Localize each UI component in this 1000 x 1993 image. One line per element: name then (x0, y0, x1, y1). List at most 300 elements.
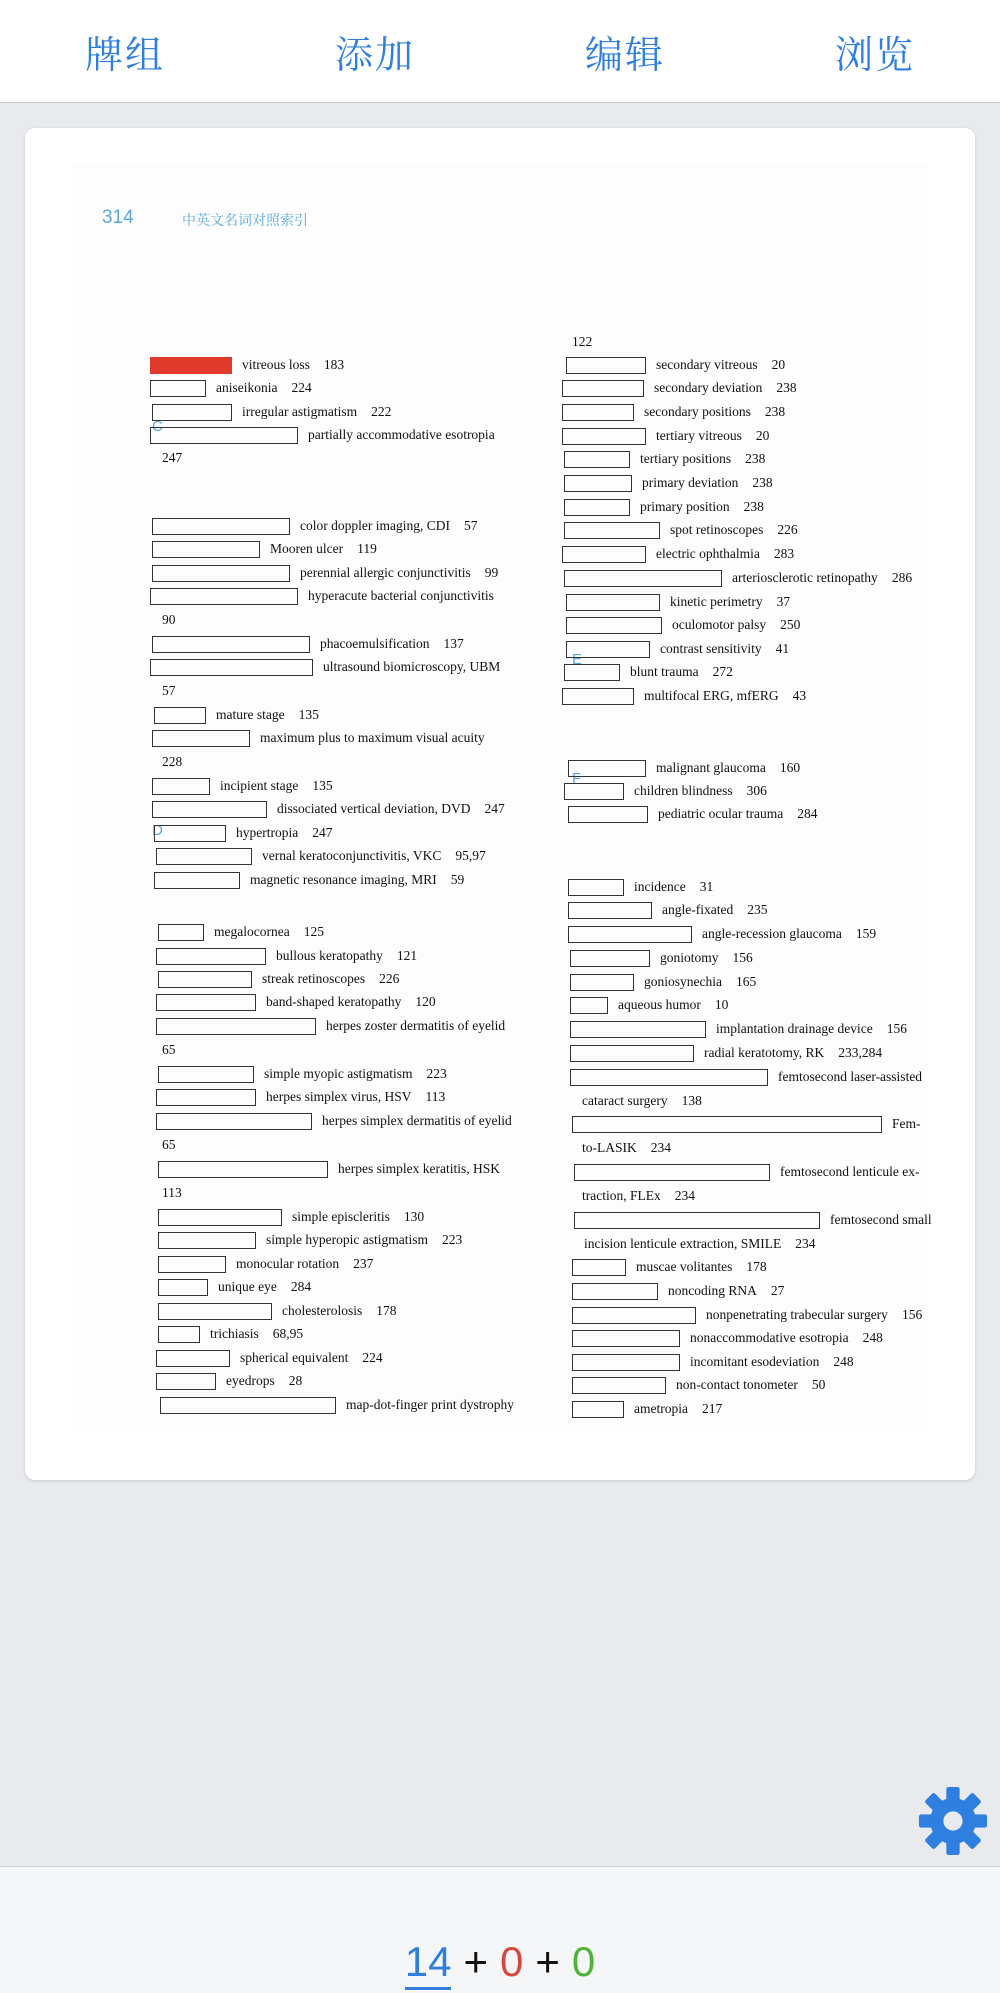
entry-term: primary position (640, 499, 730, 514)
highlighted-cloze-box (150, 357, 232, 374)
entry-page-number: 222 (371, 404, 392, 419)
right-index-entry (564, 567, 912, 589)
cloze-box (572, 1330, 680, 1347)
right-index-entry (572, 1256, 767, 1278)
review-count: 0 (571, 1938, 596, 1985)
entry-term: monocular rotation (236, 1256, 340, 1271)
cloze-box (154, 872, 240, 889)
cloze-box (574, 1164, 770, 1181)
entry-term: herpes zoster dermatitis of eyelid (326, 1018, 506, 1033)
right-index-entry (566, 638, 789, 660)
entry-term: aqueous humor (618, 997, 701, 1012)
cloze-box (158, 1279, 208, 1296)
right-index-entry (562, 543, 794, 565)
entry-term: goniotomy (660, 950, 719, 965)
left-index-entry (162, 1134, 176, 1156)
cloze-box (570, 974, 634, 991)
entry-page-number: 68,95 (272, 1326, 304, 1341)
entry-term: herpes simplex virus, HSV (266, 1089, 412, 1104)
entry-term: incomitant esodeviation (690, 1354, 820, 1369)
right-index-entry (562, 377, 797, 399)
entry-term: pediatric ocular trauma (658, 806, 784, 821)
right-index-entry (570, 947, 753, 969)
entry-page-number: 31 (699, 879, 714, 894)
entry-page-number: 233,284 (838, 1045, 883, 1060)
left-index-entry (158, 1229, 462, 1251)
entry-page-number: 286 (891, 570, 913, 585)
entry-term: implantation drainage device (716, 1021, 873, 1036)
cloze-box (566, 594, 660, 611)
right-index-entry (566, 354, 785, 376)
entry-page-number: 159 (855, 926, 877, 941)
entry-page-number: 247 (484, 801, 505, 816)
right-index-entry (566, 614, 800, 636)
cloze-box (152, 541, 260, 558)
cloze-box (572, 1307, 696, 1324)
entry-page-number: 156 (901, 1307, 923, 1322)
entry-term: 90 (162, 612, 176, 627)
entry-page-number: 43 (792, 688, 807, 703)
entry-page-number: 99 (484, 565, 499, 580)
new-count[interactable]: 14 (405, 1938, 452, 1990)
left-index-entry (150, 424, 495, 446)
left-index-entry (156, 1370, 302, 1392)
left-index-entry (162, 751, 182, 773)
cloze-box (156, 948, 266, 965)
left-index-entry (162, 1182, 182, 1204)
left-index-entry (158, 1158, 500, 1180)
entry-term: streak retinoscopes (262, 971, 366, 986)
entry-term: goniosynechia (644, 974, 722, 989)
entry-page-number: 156 (732, 950, 753, 965)
cloze-box (152, 565, 290, 582)
entry-term: hypertropia (236, 825, 299, 840)
entry-term: nonaccommodative esotropia (690, 1330, 849, 1345)
entry-term: incidence (634, 879, 686, 894)
left-index-entry (154, 822, 332, 844)
right-index-entry (572, 1113, 921, 1135)
left-index-entry (156, 945, 417, 967)
cloze-box (570, 1021, 706, 1038)
entry-page-number: 234 (674, 1188, 695, 1203)
cloze-box (570, 1045, 694, 1062)
entry-term: hyperacute bacterial conjunctivitis (308, 588, 494, 603)
entry-page-number: 138 (681, 1093, 702, 1108)
entry-page-number: 178 (746, 1259, 767, 1274)
entry-page-number: 37 (776, 594, 791, 609)
entry-page-number: 135 (298, 707, 319, 722)
cloze-box (156, 1350, 230, 1367)
entry-page-number: 217 (701, 1401, 723, 1416)
cloze-box (572, 1116, 882, 1133)
gear-icon[interactable] (916, 1784, 990, 1858)
index-page-image (72, 163, 932, 1430)
entry-page-number: 224 (291, 380, 312, 395)
cloze-box (574, 1212, 820, 1229)
entry-page-number: 238 (776, 380, 797, 395)
cloze-box (158, 971, 252, 988)
entry-page-number: 137 (443, 636, 464, 651)
left-index-entry (162, 447, 182, 469)
right-index-entry (564, 519, 798, 541)
left-index-entry (154, 704, 319, 726)
entry-page-number: 156 (886, 1021, 907, 1036)
left-index-entry (154, 869, 464, 891)
right-index-entry (572, 1327, 883, 1349)
entry-term: bullous keratopathy (276, 948, 383, 963)
left-index-entry (158, 1063, 447, 1085)
right-index-entry (570, 1066, 922, 1088)
entry-term: 57 (162, 683, 176, 698)
section-letter-e: E (572, 651, 583, 668)
left-index-entry (152, 538, 377, 560)
entry-term: partially accommodative esotropia (308, 427, 495, 442)
right-index-entry (564, 496, 764, 518)
entry-page-number: 238 (745, 451, 766, 466)
entry-term: angle-recession glaucoma (702, 926, 842, 941)
entry-term: simple episcleritis (292, 1209, 390, 1224)
cloze-box (566, 641, 650, 658)
right-index-entry (562, 401, 785, 423)
right-index-entry (568, 923, 876, 945)
cloze-box (158, 1209, 282, 1226)
cloze-box (564, 664, 620, 681)
entry-term: secondary positions (644, 404, 751, 419)
entry-page-number: 272 (712, 664, 733, 679)
left-index-entry (158, 968, 399, 990)
left-index-entry (156, 1015, 505, 1037)
cloze-box (158, 1232, 256, 1249)
cloze-box (152, 518, 290, 535)
left-index-entry (158, 921, 324, 943)
cloze-box (564, 783, 624, 800)
cloze-box (150, 427, 298, 444)
entry-term: aniseikonia (216, 380, 278, 395)
entry-term: oculomotor palsy (672, 617, 767, 632)
entry-page-number: 20 (755, 428, 770, 443)
entry-page-number: 238 (752, 475, 773, 490)
entry-term: nonpenetrating trabecular surgery (706, 1307, 888, 1322)
left-index-entry (150, 354, 344, 376)
entry-term: angle-fixated (662, 902, 734, 917)
cloze-box (568, 806, 648, 823)
plus-sign: + (463, 1938, 488, 1985)
cloze-box (566, 617, 662, 634)
entry-term: 65 (162, 1042, 176, 1057)
entry-page-number: 20 (771, 357, 786, 372)
cloze-box (158, 1066, 254, 1083)
cloze-box (160, 1397, 336, 1414)
left-index-entry (160, 1394, 514, 1416)
right-index-entry (568, 899, 767, 921)
entry-page-number: 121 (396, 948, 418, 963)
entry-term: contrast sensitivity (660, 641, 762, 656)
entry-page-number: 238 (764, 404, 786, 419)
left-index-entry (156, 1110, 512, 1132)
entry-term: cataract surgery (582, 1093, 668, 1108)
entry-term: primary deviation (642, 475, 739, 490)
entry-page-number: 130 (403, 1209, 425, 1224)
entry-term: unique eye (218, 1279, 277, 1294)
entry-page-number: 125 (303, 924, 324, 939)
cloze-box (562, 428, 646, 445)
right-index-entry (572, 1280, 784, 1302)
entry-page-number: 57 (463, 518, 478, 533)
entry-page-number: 284 (797, 806, 818, 821)
entry-page-number: 59 (450, 872, 465, 887)
left-index-entry (158, 1276, 311, 1298)
entry-term: incision lenticule extraction, SMILE (584, 1236, 782, 1251)
entry-term: spherical equivalent (240, 1350, 349, 1365)
entry-term: simple hyperopic astigmatism (266, 1232, 428, 1247)
plus-sign: + (535, 1938, 560, 1985)
entry-term: 122 (572, 334, 593, 349)
tab-edit[interactable]: 编辑 (584, 32, 665, 77)
right-index-entry (568, 803, 817, 825)
right-index-entry (568, 757, 800, 779)
entry-page-number: 224 (362, 1350, 383, 1365)
entry-term: secondary deviation (654, 380, 763, 395)
entry-page-number: 223 (441, 1232, 463, 1247)
cloze-box (152, 801, 267, 818)
left-index-entry (156, 1086, 445, 1108)
entry-page-number: 165 (735, 974, 757, 989)
entry-page-number: 235 (747, 902, 768, 917)
cloze-box (158, 1303, 272, 1320)
cloze-box (156, 1373, 216, 1390)
entry-term: electric ophthalmia (656, 546, 760, 561)
right-index-entry (564, 780, 767, 802)
entry-page-number: 237 (353, 1256, 374, 1271)
entry-term: herpes simplex dermatitis of eyelid (322, 1113, 512, 1128)
cloze-box (568, 926, 692, 943)
entry-page-number: 234 (795, 1236, 816, 1251)
entry-page-number: 306 (746, 783, 767, 798)
right-index-entry (570, 1018, 907, 1040)
cloze-box (572, 1377, 666, 1394)
left-index-entry (162, 1039, 176, 1061)
cloze-box (158, 924, 204, 941)
tab-add[interactable]: 添加 (334, 32, 415, 77)
right-index-entry (584, 1233, 815, 1255)
entry-term: radial keratotomy, RK (704, 1045, 825, 1060)
entry-page-number: 160 (779, 760, 801, 775)
right-index-entry (564, 448, 765, 470)
right-index-entry (572, 1304, 922, 1326)
entry-page-number: 223 (426, 1066, 447, 1081)
left-index-entry (162, 680, 176, 702)
entry-term: secondary vitreous (656, 357, 758, 372)
cloze-box (572, 1401, 624, 1418)
page-number: 314 (102, 207, 134, 228)
entry-term: femtosecond lenticule ex- (780, 1164, 920, 1179)
cloze-box (568, 879, 624, 896)
entry-term: 228 (162, 754, 183, 769)
top-nav (0, 0, 1000, 103)
entry-term: spot retinoscopes (670, 522, 764, 537)
entry-page-number: 250 (780, 617, 801, 632)
entry-page-number: 247 (312, 825, 333, 840)
cloze-box (566, 357, 646, 374)
cloze-box (572, 1354, 680, 1371)
entry-term: map-dot-finger print dystrophy (346, 1397, 514, 1412)
cloze-box (562, 380, 644, 397)
entry-term: 113 (162, 1185, 182, 1200)
right-index-entry (572, 1351, 854, 1373)
left-index-entry (156, 1347, 383, 1369)
entry-term: vernal keratoconjunctivitis, VKC (262, 848, 442, 863)
entry-term: malignant glaucoma (656, 760, 766, 775)
entry-page-number: 284 (290, 1279, 312, 1294)
entry-term: femtosecond small (830, 1212, 932, 1227)
right-index-entry (562, 685, 806, 707)
entry-page-number: 50 (811, 1377, 826, 1392)
entry-page-number: 226 (777, 522, 798, 537)
left-index-entry (152, 562, 498, 584)
entry-term: Mooren ulcer (270, 541, 344, 556)
right-index-entry (564, 472, 773, 494)
cloze-box (572, 1259, 626, 1276)
cloze-box (158, 1256, 226, 1273)
right-index-entry (570, 1042, 882, 1064)
entry-term: band-shaped keratopathy (266, 994, 402, 1009)
right-index-entry (570, 994, 728, 1016)
cloze-box (156, 1089, 256, 1106)
section-letter-f: F (572, 770, 582, 787)
entry-page-number: 178 (376, 1303, 397, 1318)
entry-page-number: 120 (415, 994, 436, 1009)
entry-page-number: 283 (773, 546, 795, 561)
cloze-box (564, 451, 630, 468)
due-counter (0, 1938, 1000, 1986)
section-letter-d: D (152, 822, 163, 839)
cloze-box (152, 778, 210, 795)
right-index-entry (582, 1137, 671, 1159)
entry-term: trichiasis (210, 1326, 259, 1341)
page-header-title: 中英文名词对照索引 (182, 213, 308, 229)
left-index-entry (150, 585, 494, 607)
cloze-box (156, 1113, 312, 1130)
tab-browse[interactable]: 浏览 (834, 32, 915, 77)
right-index-entry (570, 971, 756, 993)
entry-term: 65 (162, 1137, 176, 1152)
entry-term: dissociated vertical deviation, DVD (277, 801, 471, 816)
right-index-entry (574, 1161, 919, 1183)
right-index-entry (572, 1398, 722, 1420)
entry-term: vitreous loss (242, 357, 310, 372)
cloze-box (156, 994, 256, 1011)
card-view (25, 128, 975, 1480)
entry-term: femtosecond laser-assisted (778, 1069, 923, 1084)
entry-term: kinetic perimetry (670, 594, 763, 609)
entry-term: cholesterolosis (282, 1303, 363, 1318)
right-index-entry (566, 591, 790, 613)
cloze-box (152, 730, 250, 747)
entry-term: phacoemulsification (320, 636, 430, 651)
entry-term: children blindness (634, 783, 733, 798)
cloze-box (158, 1326, 200, 1343)
cloze-box (150, 659, 313, 676)
entry-page-number: 41 (775, 641, 790, 656)
cloze-box (570, 950, 650, 967)
entry-page-number: 95,97 (455, 848, 486, 863)
cloze-box (156, 1018, 316, 1035)
entry-term: ultrasound biomicroscopy, UBM (323, 659, 501, 674)
entry-term: tertiary positions (640, 451, 732, 466)
cloze-box (564, 499, 630, 516)
cloze-box (156, 848, 252, 865)
entry-term: Fem- (892, 1116, 921, 1131)
entry-term: herpes simplex keratitis, HSK (338, 1161, 500, 1176)
right-index-entry (572, 1374, 825, 1396)
left-index-entry (152, 775, 333, 797)
left-index-entry (158, 1323, 303, 1345)
cloze-box (568, 760, 646, 777)
entry-term: eyedrops (226, 1373, 275, 1388)
entry-term: non-contact tonometer (676, 1377, 798, 1392)
entry-term: irregular astigmatism (242, 404, 358, 419)
right-index-entry (582, 1090, 702, 1112)
left-index-entry (152, 798, 505, 820)
cloze-box (570, 997, 608, 1014)
entry-term: to-LASIK (582, 1140, 637, 1155)
left-index-entry (156, 845, 486, 867)
cloze-box (568, 902, 652, 919)
right-index-entry (564, 661, 733, 683)
entry-page-number: 248 (862, 1330, 883, 1345)
entry-term: mature stage (216, 707, 285, 722)
cloze-box (152, 636, 310, 653)
cloze-box (562, 546, 646, 563)
cloze-box (564, 522, 660, 539)
cloze-box (150, 588, 298, 605)
right-index-entry (568, 876, 713, 898)
cloze-box (562, 404, 634, 421)
entry-term: megalocornea (214, 924, 290, 939)
right-index-entry (572, 331, 592, 353)
cloze-box (150, 380, 206, 397)
cloze-box (570, 1069, 768, 1086)
left-index-entry (158, 1253, 373, 1275)
entry-term: magnetic resonance imaging, MRI (250, 872, 437, 887)
cloze-box (572, 1283, 658, 1300)
entry-term: 247 (162, 450, 183, 465)
entry-page-number: 113 (425, 1089, 446, 1104)
cloze-box (154, 707, 206, 724)
section-letter-c: C (152, 418, 163, 435)
entry-page-number: 10 (714, 997, 729, 1012)
left-index-entry (152, 633, 464, 655)
entry-page-number: 234 (650, 1140, 671, 1155)
entry-term: muscae volitantes (636, 1259, 733, 1274)
tab-decks[interactable]: 牌组 (84, 32, 165, 77)
cloze-box (562, 688, 634, 705)
entry-page-number: 226 (379, 971, 400, 986)
right-index-entry (574, 1209, 932, 1231)
cloze-box (158, 1161, 328, 1178)
entry-term: color doppler imaging, CDI (300, 518, 450, 533)
learning-count: 0 (500, 1938, 524, 1985)
entry-term: maximum plus to maximum visual acuity (260, 730, 485, 745)
entry-term: incipient stage (220, 778, 299, 793)
left-index-entry (162, 609, 176, 631)
entry-page-number: 27 (770, 1283, 785, 1298)
entry-term: traction, FLEx (582, 1188, 661, 1203)
entry-term: blunt trauma (630, 664, 699, 679)
left-index-entry (158, 1206, 424, 1228)
entry-term: ametropia (634, 1401, 688, 1416)
cloze-box (154, 825, 226, 842)
